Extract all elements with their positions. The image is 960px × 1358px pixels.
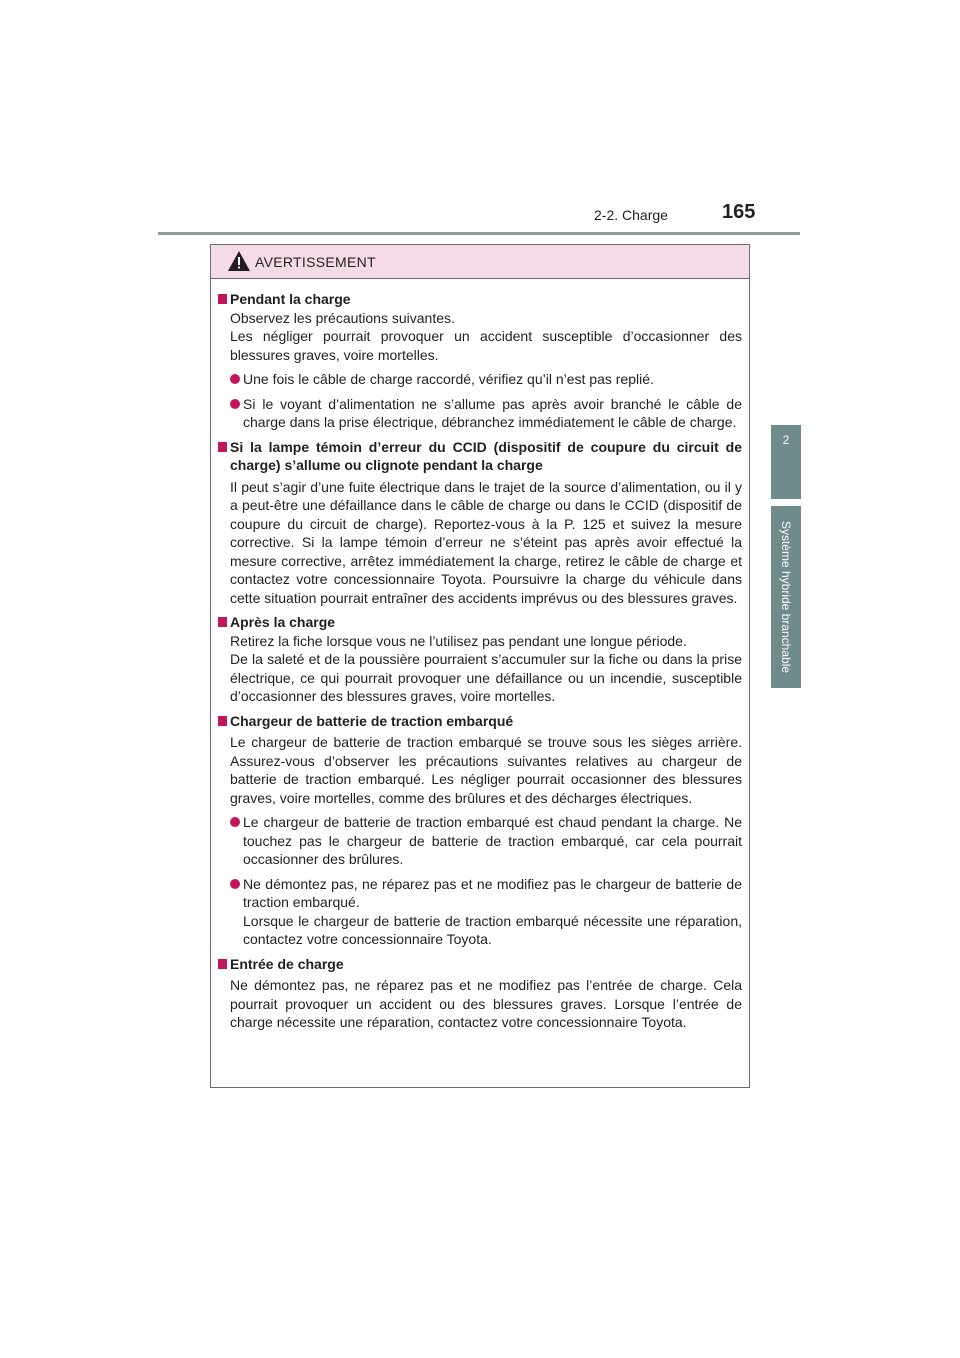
section-heading: Pendant la charge — [218, 290, 742, 309]
page-number: 165 — [722, 201, 756, 223]
chapter-tab-number — [771, 425, 801, 499]
bullet-item: Si le voyant d’alimentation ne s’allume pas après avoir branché le câble de charge dans la prise électrique, débranchez immédiatement le câble de charge. — [218, 395, 742, 432]
section-onboard-charger — [218, 712, 742, 949]
square-bullet-icon — [218, 442, 227, 452]
chapter-tab-label — [771, 506, 801, 688]
section-text: Retirez la fiche lorsque vous ne l’utilisez pas pendant une longue période. De la saleté et de la poussière pourraient s’accumuler sur la fiche ou dans la prise électrique, ce qui pourrait provoquer une défaillance ou un incendie, susceptible d’occasionner des blessures graves, voire mortelles. — [230, 632, 742, 704]
warning-body — [211, 279, 749, 1032]
section-charge-inlet — [218, 955, 742, 1032]
section-heading: Si la lampe témoin d’erreur du CCID (dispositif de coupure du circuit de charge) s’allume ou clignote pendant la charge — [218, 438, 742, 475]
round-bullet-icon — [230, 374, 240, 384]
bullet-item: Ne démontez pas, ne réparez pas et ne modifiez pas le chargeur de batterie de traction embarqué. Lorsque le chargeur de batterie de traction embarqué nécessite une réparation, contactez votre concessionnaire Toyota. — [218, 875, 742, 949]
square-bullet-icon — [218, 294, 227, 304]
chapter-number: 2 — [782, 433, 790, 447]
header-rule — [158, 232, 800, 235]
square-bullet-icon — [218, 959, 227, 969]
warning-box — [210, 244, 750, 1088]
round-bullet-icon — [230, 399, 240, 409]
section-text: Ne démontez pas, ne réparez pas et ne modifiez pas l’entrée de charge. Cela pourrait provoquer un accident ou des blessures graves. Lorsque l’entrée de charge nécessite une réparation, contactez votre concessionnaire Toyota. — [230, 977, 742, 1030]
bullet-item: Le chargeur de batterie de traction embarqué est chaud pendant la charge. Ne touchez pas le chargeur de batterie de traction embarqué, car cela pourrait occasionner des brûlures. — [218, 813, 742, 869]
square-bullet-icon — [218, 617, 227, 627]
square-bullet-icon — [218, 716, 227, 726]
round-bullet-icon — [230, 879, 240, 889]
section-heading: Après la charge — [218, 613, 742, 632]
section-after-charge — [218, 613, 742, 706]
section-during-charge — [218, 290, 742, 432]
section-heading: Chargeur de batterie de traction embarqué — [218, 712, 742, 731]
section-text: Observez les précautions suivantes. Les négliger pourrait provoquer un accident susceptible d’occasionner des blessures graves, voire mortelles. — [230, 309, 742, 363]
section-text: Le chargeur de batterie de traction embarqué se trouve sous les sièges arrière. Assurez-vous d’observer les précautions suivantes relatives au chargeur de batterie de traction embarqué. Les négliger pourrait occasionner des blessures graves, voire mortelles, comme des brûlures et des décharges électriques. — [230, 734, 742, 806]
section-ccid-error — [218, 438, 742, 608]
chapter-label: Système hybride branchable — [779, 520, 793, 674]
warning-header — [211, 245, 749, 279]
section-title: 2-2. Charge — [594, 207, 668, 223]
bullet-item: Une fois le câble de charge raccordé, vérifiez qu’il n’est pas replié. — [218, 370, 742, 389]
section-heading: Entrée de charge — [218, 955, 742, 974]
warning-triangle-icon — [228, 251, 250, 271]
warning-title: AVERTISSEMENT — [255, 254, 376, 270]
round-bullet-icon — [230, 817, 240, 827]
section-text: Il peut s’agir d’une fuite électrique dans le trajet de la source d’alimentation, ou il y a peut-être une défaillance dans le câble de charge ou dans le CCID (dispositif de coupure du circuit de charge). Reportez-vous à la P. 125 et suivez la mesure corrective. Si la lampe témoin d’erreur ne s’éteint pas après avoir effectué la mesure corrective, arrêtez immédiatement la charge, retirez le câble de charge et contactez votre concessionnaire Toyota. Poursuivre la charge du véhicule dans cette situation pourrait entraîner des accidents imprévus ou des blessures graves. — [230, 478, 742, 606]
